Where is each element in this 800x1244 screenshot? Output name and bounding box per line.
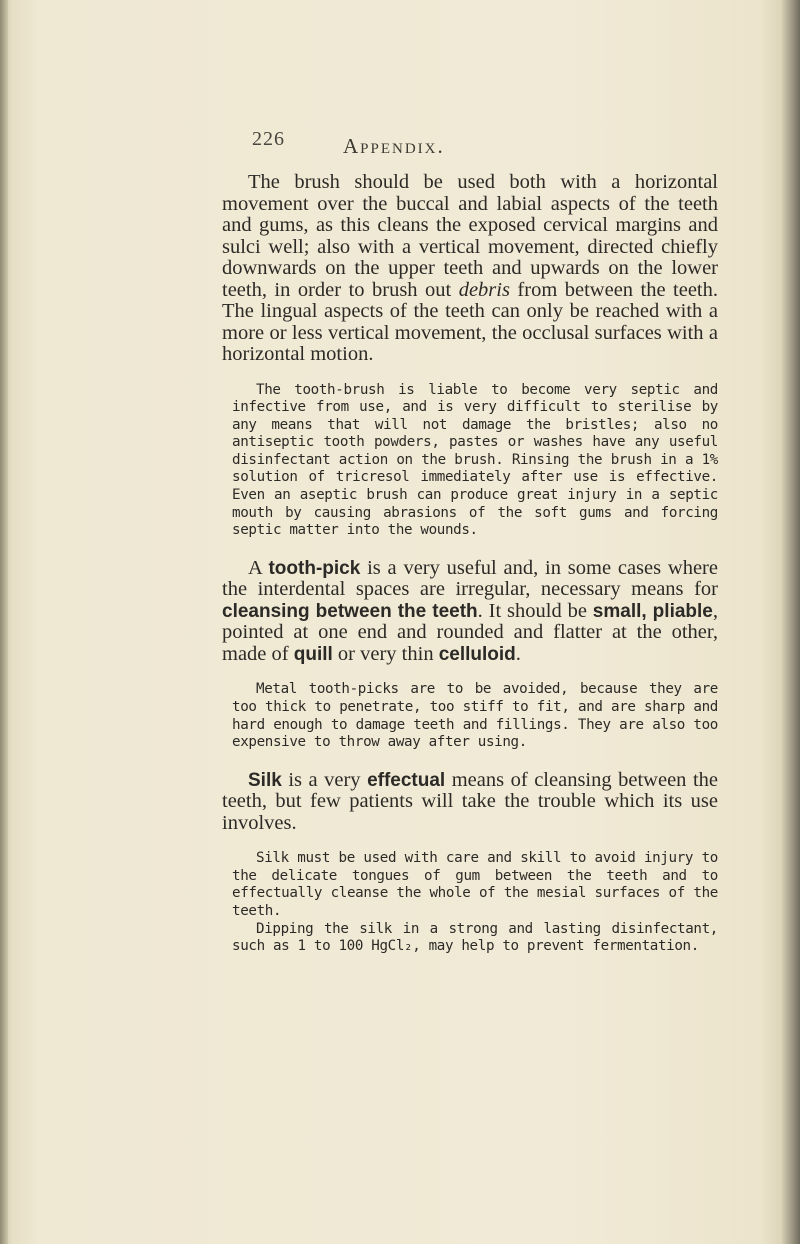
note-silk-disinfectant: Dipping the silk in a strong and lasting disinfectant, such as 1 to 100 HgCl₂, may help to prevent fermentation.	[232, 920, 718, 955]
page-number: 226	[252, 128, 285, 150]
bold-run: cleansing between the teeth	[222, 600, 478, 622]
text-run: . It should be	[477, 599, 593, 622]
spacer	[222, 665, 718, 681]
bold-run: quill	[293, 643, 333, 665]
bold-run: small, pliable	[592, 600, 713, 622]
text-run: means of cleansing between the teeth, but few patients will take the trouble which its use involves.	[222, 768, 718, 834]
running-head: Appendix.	[343, 134, 445, 158]
page-body	[222, 172, 718, 956]
text-run: .	[515, 642, 521, 665]
page-header	[0, 128, 800, 162]
text-run: is a very	[281, 768, 368, 791]
page-gutter-shadow	[0, 0, 8, 1244]
note-metal-tooth-picks: Metal tooth-picks are to be avoided, because they are too thick to penetrate, too stiff to fit, and are sharp and hard enough to damage teeth and fillings. They are also too expensive to throw away after using.	[232, 681, 718, 751]
page-edge-shadow	[782, 0, 800, 1244]
text-run: or very thin	[332, 642, 439, 665]
bold-run: Silk	[248, 769, 282, 791]
note-silk-care: Silk must be used with care and skill to avoid injury to the delicate tongues of gum between the teeth and to effectually cleanse the whole of the mesial surfaces of the teeth.	[232, 850, 718, 919]
bold-run: celluloid	[438, 643, 516, 665]
spacer	[222, 540, 718, 558]
text-run: The brush should be used both with a horizontal movement over the buccal and labial aspects of the teeth and gums, as this cleans the exposed cervical margins and sulci well; also with a vertical movement, directed chiefly downwards on the upper teeth and upwards on the lower teeth, in order to brush out	[222, 171, 718, 301]
spacer	[222, 834, 718, 850]
text-run: A	[248, 556, 269, 579]
spacer	[222, 752, 718, 770]
text-run: is a very useful and, in some cases where the interdental spaces are irregular, necessary means for	[222, 556, 718, 601]
paragraph-tooth-pick	[222, 558, 718, 666]
text-run: , pointed at one end and rounded and flatter at the other, made of	[222, 599, 718, 665]
bold-run: effectual	[367, 769, 446, 791]
paragraph-brush-technique	[222, 172, 718, 366]
italic-run: debris	[458, 278, 510, 301]
text-run: from between the teeth. The lingual aspects of the teeth can only be reached with a more or less vertical movement, the occlusal surfaces with a horizontal motion.	[222, 278, 719, 365]
paragraph-silk	[222, 770, 718, 835]
bold-run: tooth-pick	[268, 557, 361, 579]
note-tooth-brush-septic: The tooth-brush is liable to become very septic and infective from use, and is very difficult to sterilise by any means that will not damage the bristles; also no antiseptic tooth powders, pastes or washes have any useful disinfectant action on the brush. Rinsing the brush in a 1% solution of tricresol immediately after use is effective. Even an aseptic brush can produce great injury in a septic mouth by causing abrasions of the soft gums and forcing septic matter into the wounds.	[232, 381, 718, 539]
spacer	[222, 366, 718, 382]
